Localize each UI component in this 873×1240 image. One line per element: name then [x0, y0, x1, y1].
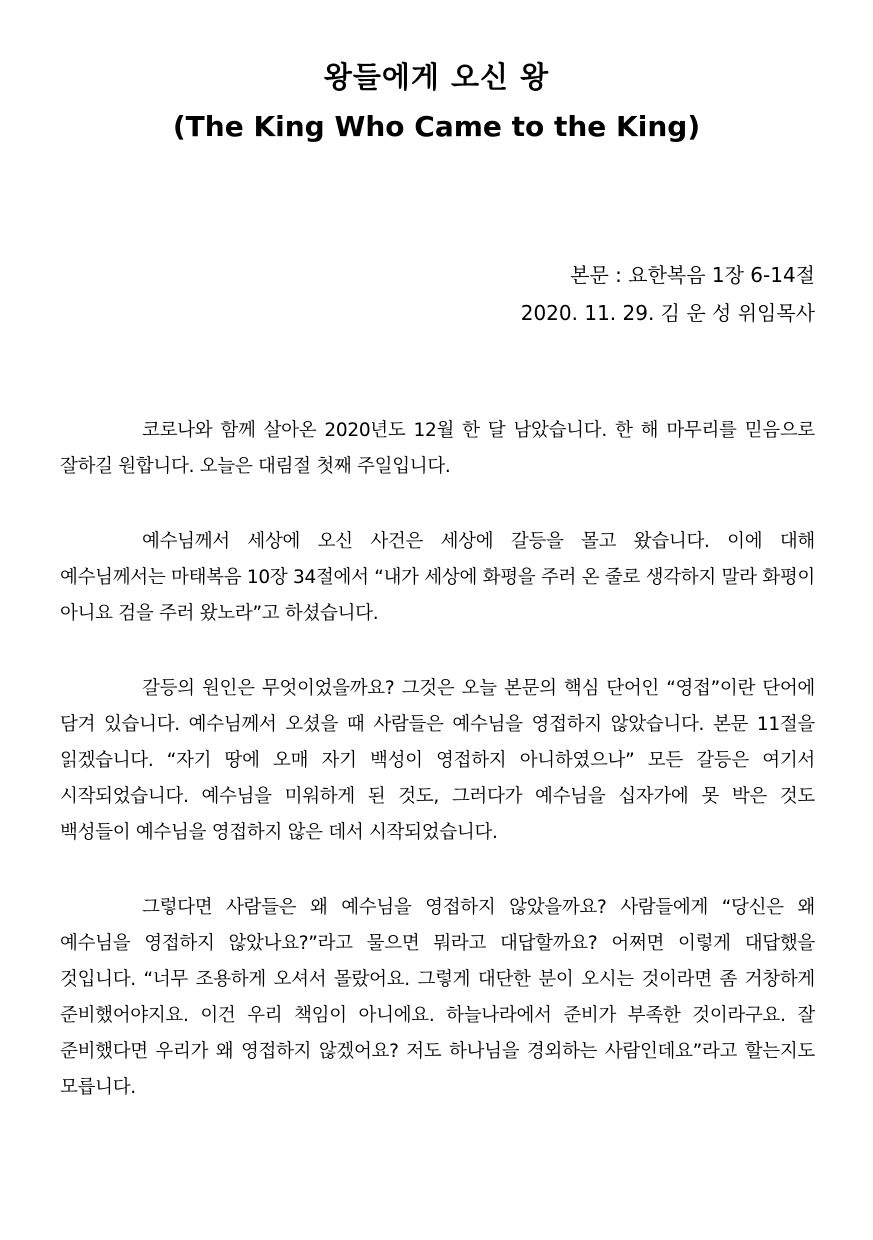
body-paragraph: 그렇다면 사람들은 왜 예수님을 영접하지 않았을까요? 사람들에게 “당신은 왜 예수님을 영접하지 않았나요?”라고 물으면 뭐라고 대답할까요? 어쩌면 이렇게 대답했을 것입니다. “너무 조용하게 오셔서 몰랐어요. 그렇게 대단한 분이 오시는 것이라면 좀 거창하게 준비했어야지요. 이건 우리 책임이 아니에요. 하늘나라에서 준비가 부족한 것이라구요. 잘 준비했다면 우리가 왜 영접하지 않겠어요? 저도 하나님을 경외하는 사람인데요”라고 할는지도 모릅니다.	[60, 897, 815, 1098]
title-block	[0, 55, 873, 149]
sermon-meta	[521, 256, 815, 332]
date-and-author: 2020. 11. 29. 김 운 성 위임목사	[520, 301, 815, 325]
sermon-body	[60, 413, 815, 1145]
sermon-title-korean: 왕들에게 오신 왕	[323, 60, 550, 94]
body-paragraph: 갈등의 원인은 무엇이었을까요? 그것은 오늘 본문의 핵심 단어인 “영접”이란 단어에 담겨 있습니다. 예수님께서 오셨을 때 사람들은 예수님을 영접하지 않았습니다. 본문 11절을 읽겠습니다. “자기 땅에 오매 자기 백성이 영접하지 아니하였으나” 모든 갈등은 여기서 시작되었습니다. 예수님을 미워하게 된 것도, 그러다가 예수님을 십자가에 못 박은 것도 백성들이 예수님을 영접하지 않은 데서 시작되었습니다.	[60, 678, 815, 843]
body-paragraph: 예수님께서 세상에 오신 사건은 세상에 갈등을 몰고 왔습니다. 이에 대해 예수님께서는 마태복음 10장 34절에서 “내가 세상에 화평을 주러 온 줄로 생각하지 말라 화평이 아니요 검을 주러 왔노라”고 하셨습니다.	[60, 531, 815, 624]
scripture-reference: 본문 : 요한복음 1장 6-14절	[570, 263, 815, 287]
body-paragraph: 코로나와 함께 살아온 2020년도 12월 한 달 남았습니다. 한 해 마무리를 믿음으로 잘하길 원합니다. 오늘은 대림절 첫째 주일입니다.	[60, 420, 815, 477]
sermon-title-english: (The King Who Came to the King)	[172, 110, 701, 143]
